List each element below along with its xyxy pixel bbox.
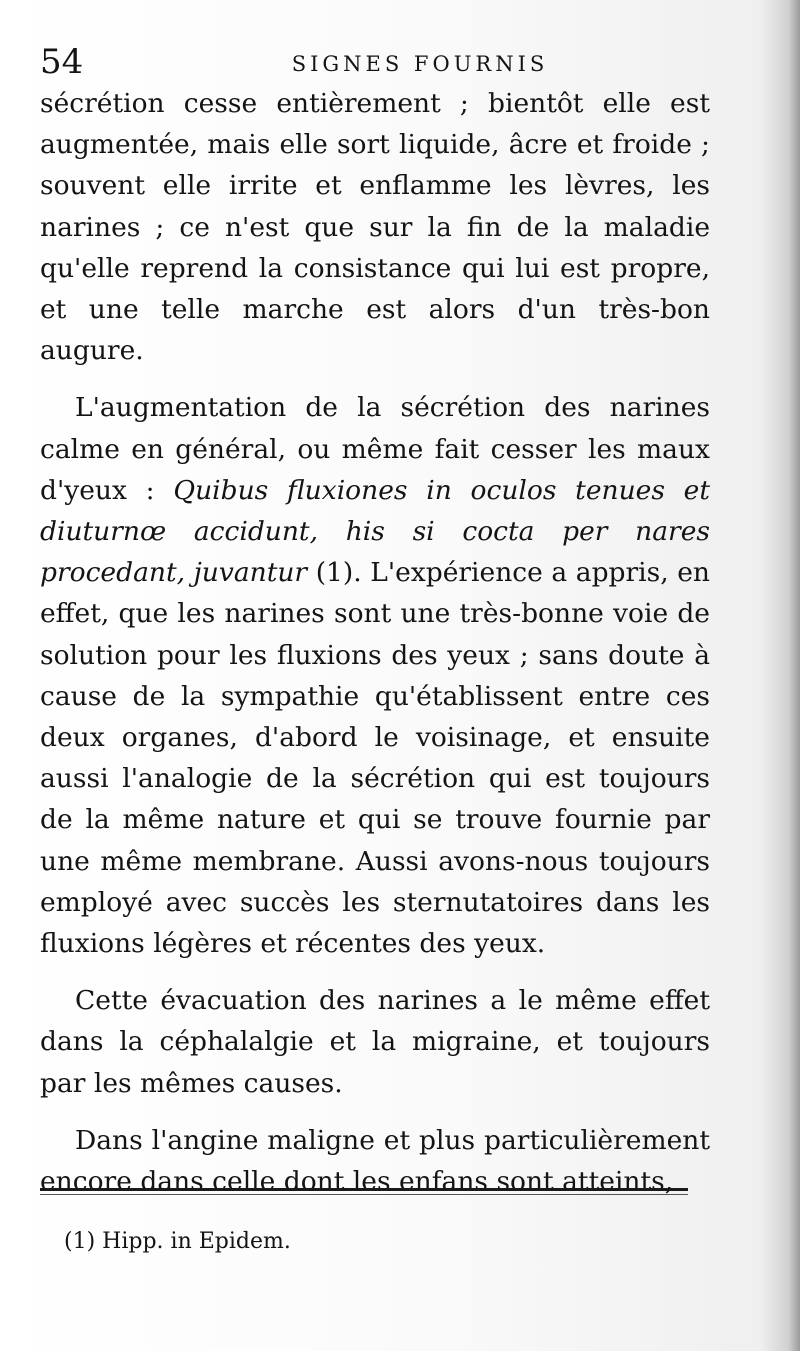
latin-quotation: Quibus fluxiones in oculos tenues et diuturnœ accidunt, his si cocta per nares procedant, juvantur [40, 474, 710, 589]
page-header [40, 38, 740, 86]
page-number: 54 [40, 42, 84, 82]
footnote-rule-thin [40, 1194, 688, 1195]
paragraph-text-after-quote: (1). L'expérience a appris, en effet, que les narines sont une très-bonne voie de solution pour les fluxions des yeux ; sans doute à cause de la sympathie qu'établissent entre ces deux organes, d'abord le voisinage, et ensuite aussi l'analogie de la sécrétion qui est toujours de la même nature et qui se trouve fournie par une même membrane. Aussi avons-nous toujours employé avec succès les sternutatoires dans les fluxions légères et récentes des yeux. [40, 557, 710, 960]
footnote-rule [40, 1188, 688, 1191]
paragraph-cephalalgia: Cette évacuation des narines a le même effet dans la céphalalgie et la migraine, et toujours par les mêmes causes. [40, 985, 710, 1099]
paragraph-nasal-secretion [40, 387, 710, 964]
spine-shadow [760, 0, 800, 1351]
paragraph-angina: Dans l'angine maligne et plus particulièrement encore dans celle dont les enfans sont atteints, [40, 1124, 710, 1198]
running-head: SIGNES FOURNIS [291, 52, 549, 76]
body-text [40, 83, 710, 1202]
paragraph-continued: sécrétion cesse entièrement ; bientôt elle est augmentée, mais elle sort liquide, âcre et froide ; souvent elle irrite et enflamme les lèvres, les narines ; ce n'est que sur la fin de la maladie qu'elle reprend la consistance qui lui est propre, et une telle marche est alors d'un très-bon augure. [40, 88, 710, 367]
paragraph-text-before-quote: L'augmentation de la sécrétion des narines calme en général, ou même fait cesser les maux d'yeux : [40, 392, 710, 506]
footnote: (1) Hipp. in Epidem. [64, 1229, 291, 1254]
